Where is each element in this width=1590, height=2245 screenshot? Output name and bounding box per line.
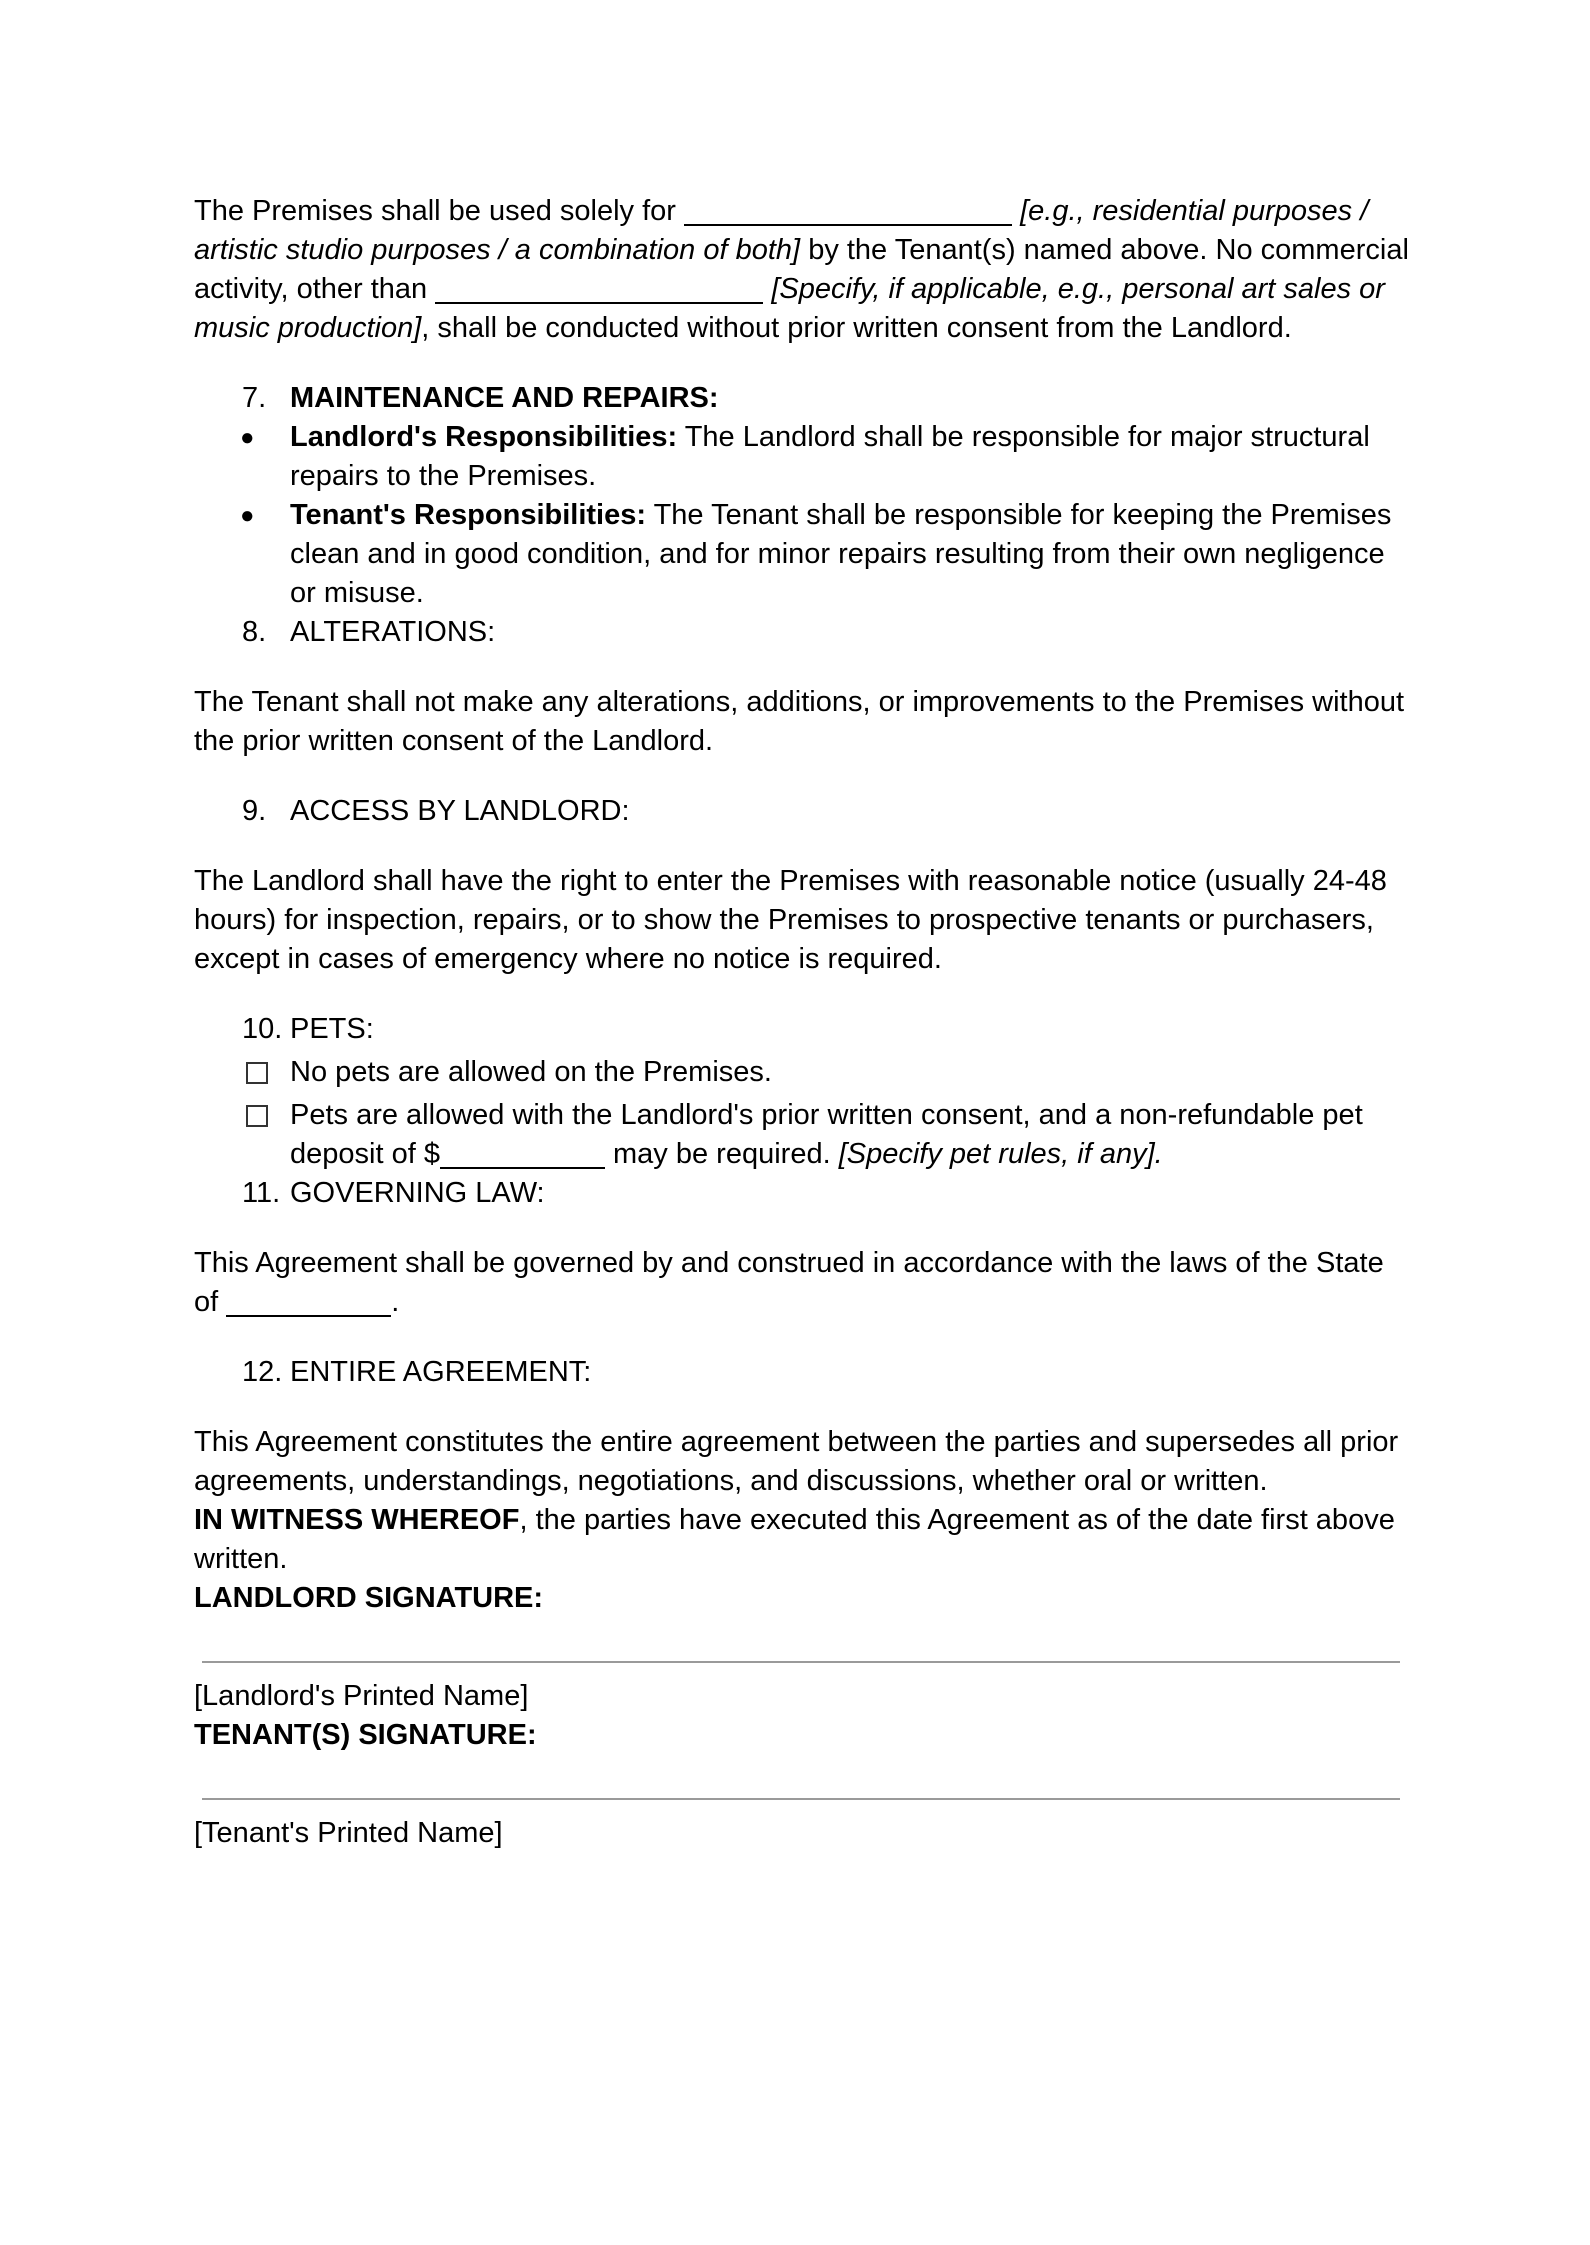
section-10-title: PETS: <box>290 1013 374 1045</box>
landlord-responsibilities-label: Landlord's Responsibilities: <box>290 421 678 453</box>
pets-option-allowed <box>194 1096 1414 1174</box>
usage-commercial-blank[interactable] <box>435 272 763 304</box>
pets-allowed-text-2: may be required. <box>613 1138 831 1170</box>
witness-paragraph <box>194 1501 1414 1579</box>
tenant-responsibilities-item <box>194 496 1414 613</box>
usage-paragraph <box>194 192 1414 348</box>
pets-allowed-checkbox[interactable] <box>246 1105 268 1127</box>
governing-law-period: . <box>391 1286 400 1318</box>
section-9-number: 9. <box>242 795 267 827</box>
tenant-signature-heading: TENANT(S) SIGNATURE: <box>194 1719 537 1751</box>
bullet-icon: ● <box>240 424 255 451</box>
landlord-responsibilities-text: The Landlord shall be responsible for major structural repairs to the Premises. <box>290 421 1370 492</box>
section-9-title: ACCESS BY LANDLORD: <box>290 795 630 827</box>
section-8-title: ALTERATIONS: <box>290 616 496 648</box>
tenant-responsibilities-label: Tenant's Responsibilities: <box>290 499 647 531</box>
section-11-number: 11. <box>242 1177 281 1209</box>
usage-commercial-hint: [Specify, if applicable, e.g., personal art sales or music production] <box>194 273 1385 344</box>
tenant-signature-label <box>194 1716 1414 1755</box>
landlord-signature-heading: LANDLORD SIGNATURE: <box>194 1582 544 1614</box>
governing-law-text: This Agreement shall be governed by and construed in accordance with the laws of the State of <box>194 1247 1384 1318</box>
section-7-title: MAINTENANCE AND REPAIRS: <box>290 382 719 414</box>
document-content <box>194 192 1414 1853</box>
landlord-printed-name: [Landlord's Printed Name] <box>194 1680 529 1712</box>
state-blank[interactable] <box>226 1285 391 1317</box>
section-7-number: 7. <box>242 382 267 414</box>
witness-bold: IN WITNESS WHEREOF <box>194 1504 520 1536</box>
witness-text: , the parties have executed this Agreement as of the date first above written. <box>194 1504 1395 1575</box>
no-pets-checkbox[interactable] <box>246 1062 268 1084</box>
section-7-heading <box>194 379 1414 418</box>
no-pets-label: No pets are allowed on the Premises. <box>290 1056 772 1088</box>
landlord-responsibilities-item <box>194 418 1414 496</box>
tenant-printed-name: [Tenant's Printed Name] <box>194 1817 503 1849</box>
pet-rules-hint: [Specify pet rules, if any]. <box>838 1138 1163 1170</box>
usage-text-3: , shall be conducted without prior written consent from the Landlord. <box>421 312 1292 344</box>
section-10-number: 10. <box>242 1013 283 1045</box>
section-12-heading <box>194 1353 1414 1392</box>
pets-allowed-text: Pets are allowed with the Landlord's prior written consent, and a non-refundable pet deposit of $ <box>290 1099 1363 1170</box>
section-12-body: This Agreement constitutes the entire agreement between the parties and supersedes all prior agreements, understandings, negotiations, and discussions, whether oral or written. <box>194 1426 1399 1497</box>
usage-text-1: The Premises shall be used solely for <box>194 195 676 227</box>
section-10-heading <box>194 1010 1414 1049</box>
usage-purpose-blank[interactable] <box>684 194 1012 226</box>
usage-purpose-hint: [e.g., residential purposes / artistic studio purposes / a combination of both] <box>194 195 1369 266</box>
section-9-body: The Landlord shall have the right to enter the Premises with reasonable notice (usually 24-48 hours) for inspection, repairs, or to show the Premises to prospective tenants or purchasers, except in cases of emergency where no notice is required. <box>194 865 1387 975</box>
section-8-number: 8. <box>242 616 267 648</box>
section-8-body: The Tenant shall not make any alterations, additions, or improvements to the Premises without the prior written consent of the Landlord. <box>194 686 1405 757</box>
pet-deposit-blank[interactable] <box>440 1137 605 1169</box>
section-9-heading <box>194 792 1414 831</box>
section-11-title: GOVERNING LAW: <box>290 1177 545 1209</box>
section-12-number: 12. <box>242 1356 283 1388</box>
section-8-heading <box>194 613 1414 652</box>
section-11-body <box>194 1244 1414 1322</box>
bullet-icon: ● <box>240 502 255 529</box>
tenant-responsibilities-text: The Tenant shall be responsible for keeping the Premises clean and in good condition, and for minor repairs resulting from their own negligence or misuse. <box>290 499 1392 609</box>
usage-text-2: by the Tenant(s) named above. No commercial activity, other than <box>194 234 1409 305</box>
pets-option-no-pets <box>194 1053 1414 1092</box>
section-12-title: ENTIRE AGREEMENT: <box>290 1356 592 1388</box>
section-11-heading <box>194 1174 1414 1213</box>
landlord-signature-label <box>194 1579 1414 1618</box>
